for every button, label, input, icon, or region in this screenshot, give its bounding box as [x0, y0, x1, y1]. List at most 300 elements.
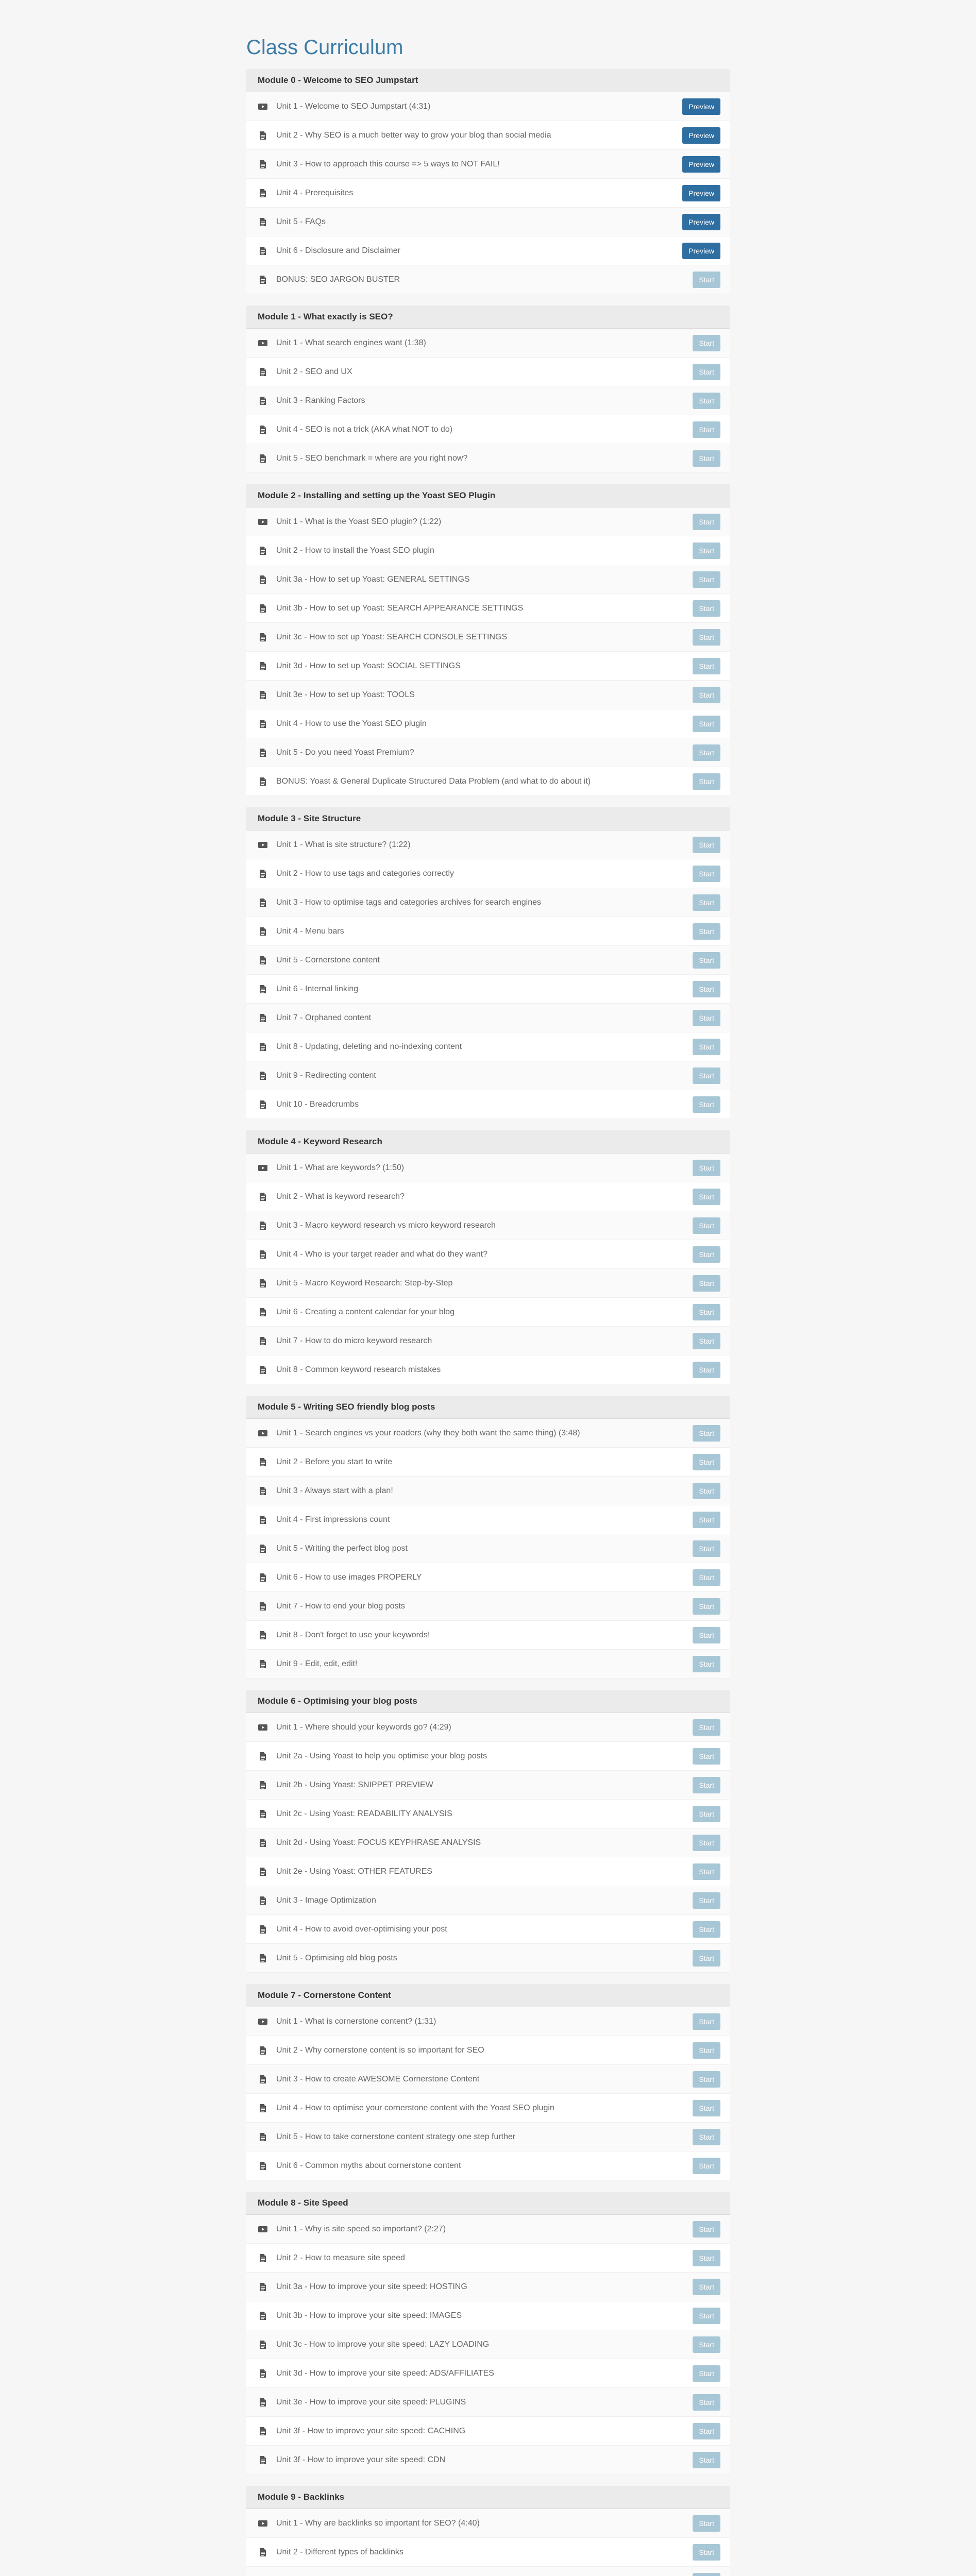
document-icon: [258, 719, 268, 728]
lesson-item[interactable]: [246, 1240, 730, 1269]
start-button[interactable]: Start: [693, 421, 720, 438]
start-button[interactable]: Start: [693, 1362, 720, 1378]
lesson-title[interactable]: Unit 3d - How to set up Yoast: SOCIAL SETTINGS: [276, 662, 461, 670]
lesson-list: [246, 1713, 730, 1973]
start-button[interactable]: Start: [693, 866, 720, 882]
lesson-title[interactable]: Unit 10 - Breadcrumbs: [276, 1100, 359, 1109]
start-button[interactable]: [693, 2573, 720, 2576]
lesson-list: [246, 1154, 730, 1384]
lesson-title[interactable]: Unit 2 - SEO and UX: [276, 367, 352, 376]
start-button[interactable]: Start: [693, 1333, 720, 1349]
lesson-title[interactable]: Unit 5 - SEO benchmark = where are you right now?: [276, 454, 468, 463]
lesson-title[interactable]: Unit 3a - How to improve your site speed: HOSTING: [276, 2282, 467, 2291]
lesson-item[interactable]: [246, 2538, 730, 2567]
document-icon: [258, 275, 268, 284]
start-button[interactable]: Start: [693, 894, 720, 911]
document-icon: [258, 425, 268, 434]
document-icon: [258, 1573, 268, 1582]
start-button[interactable]: Start: [693, 1275, 720, 1292]
lesson-title[interactable]: Unit 1 - Welcome to SEO Jumpstart (4:31): [276, 102, 431, 111]
lesson-title[interactable]: Unit 8 - Updating, deleting and no-indexing content: [276, 1042, 462, 1051]
lesson-item[interactable]: [246, 888, 730, 917]
module-title: Module 2 - Installing and setting up the Yoast SEO Plugin: [246, 484, 730, 507]
start-button[interactable]: Start: [693, 1304, 720, 1320]
lesson-title[interactable]: Unit 3f - How to improve your site speed: CACHING: [276, 2427, 466, 2435]
lesson-item[interactable]: [246, 859, 730, 888]
document-icon: [258, 2046, 268, 2055]
start-button[interactable]: Start: [693, 1512, 720, 1528]
start-button[interactable]: Start: [693, 1835, 720, 1851]
start-button[interactable]: Start: [693, 2279, 720, 2295]
document-icon: [258, 546, 268, 555]
lesson-item[interactable]: [246, 917, 730, 946]
document-icon: [258, 1925, 268, 1934]
lesson-item[interactable]: [246, 2446, 730, 2475]
document-icon: [258, 956, 268, 965]
video-icon: [258, 840, 268, 850]
lesson-title[interactable]: Unit 5 - FAQs: [276, 217, 326, 226]
lesson-title[interactable]: Unit 9 - Edit, edit, edit!: [276, 1659, 358, 1668]
start-button[interactable]: Start: [693, 1748, 720, 1765]
start-button[interactable]: Start: [693, 1863, 720, 1880]
lesson-item[interactable]: [246, 1154, 730, 1182]
document-icon: [258, 1867, 268, 1876]
document-icon: [258, 2282, 268, 2292]
lesson-title[interactable]: Unit 6 - Disclosure and Disclaimer: [276, 246, 400, 255]
document-icon: [258, 2104, 268, 2113]
lesson-item[interactable]: [246, 2509, 730, 2538]
lesson-item[interactable]: [246, 1742, 730, 1771]
start-button[interactable]: Start: [693, 2042, 720, 2059]
document-icon: [258, 1515, 268, 1524]
preview-button[interactable]: Preview: [682, 98, 720, 115]
document-icon: [258, 662, 268, 671]
lesson-item[interactable]: [246, 767, 730, 796]
start-button[interactable]: Start: [693, 1892, 720, 1909]
module-title: Module 8 - Site Speed: [246, 2192, 730, 2215]
lesson-title[interactable]: Unit 4 - How to avoid over-optimising your post: [276, 1925, 447, 1934]
start-button[interactable]: Start: [693, 1483, 720, 1499]
lesson-title[interactable]: Unit 1 - What are keywords? (1:50): [276, 1163, 405, 1172]
lesson-title[interactable]: Unit 2 - Different types of backlinks: [276, 2548, 403, 2556]
curriculum-container: [246, 0, 730, 2576]
lesson-title[interactable]: Unit 7 - How to do micro keyword research: [276, 1336, 432, 1345]
lesson-title[interactable]: Unit 3f - How to improve your site speed: CDN: [276, 2455, 446, 2464]
lesson-title[interactable]: Unit 3d - How to improve your site speed: ADS/AFFILIATES: [276, 2369, 494, 2378]
lesson-title[interactable]: Unit 9 - Redirecting content: [276, 1071, 376, 1080]
document-icon: [258, 2340, 268, 2349]
start-button[interactable]: Start: [693, 687, 720, 703]
lesson-title[interactable]: Unit 3b - How to set up Yoast: SEARCH APPEARANCE SETTINGS: [276, 604, 524, 613]
lesson-item[interactable]: [246, 507, 730, 536]
document-icon: [258, 1544, 268, 1553]
lesson-item[interactable]: [246, 2094, 730, 2123]
start-button[interactable]: Start: [693, 1627, 720, 1643]
document-icon: [258, 1838, 268, 1848]
lesson-item[interactable]: [246, 681, 730, 709]
lesson-title[interactable]: Unit 6 - How to use images PROPERLY: [276, 1573, 422, 1582]
start-button[interactable]: Start: [693, 2013, 720, 2030]
start-button[interactable]: Start: [693, 981, 720, 997]
lesson-item[interactable]: [246, 1650, 730, 1679]
start-button[interactable]: Start: [693, 1950, 720, 1967]
document-icon: [258, 748, 268, 757]
lesson-title[interactable]: Unit 3e - How to set up Yoast: TOOLS: [276, 690, 415, 699]
start-button[interactable]: Start: [693, 744, 720, 761]
lesson-item[interactable]: [246, 1800, 730, 1828]
lesson-title[interactable]: Unit 1 - Search engines vs your readers (why they both want the same thing) (3:48): [276, 1429, 580, 1437]
lesson-title[interactable]: Unit 5 - Macro Keyword Research: Step-by-Step: [276, 1279, 453, 1287]
document-icon: [258, 1221, 268, 1230]
module-section: [246, 484, 730, 796]
start-button[interactable]: Start: [693, 450, 720, 467]
document-icon: [258, 2132, 268, 2142]
lesson-item[interactable]: [246, 1477, 730, 1505]
start-button[interactable]: Start: [693, 1806, 720, 1822]
lesson-list: [246, 831, 730, 1119]
start-button[interactable]: Start: [693, 2544, 720, 2561]
lesson-title[interactable]: Unit 1 - What is cornerstone content? (1:31): [276, 2017, 436, 2026]
lesson-item[interactable]: [246, 1915, 730, 1944]
start-button[interactable]: Start: [693, 1598, 720, 1615]
lesson-item[interactable]: [246, 121, 730, 150]
lesson-item[interactable]: [246, 1713, 730, 1742]
lesson-item[interactable]: [246, 594, 730, 623]
preview-button[interactable]: Preview: [682, 214, 720, 230]
lesson-item[interactable]: [246, 1061, 730, 1090]
document-icon: [258, 1781, 268, 1790]
document-icon: [258, 869, 268, 878]
start-button[interactable]: Start: [693, 1039, 720, 1055]
start-button[interactable]: Start: [693, 2250, 720, 2266]
lesson-item[interactable]: [246, 2330, 730, 2359]
lesson-title[interactable]: Unit 3 - Macro keyword research vs micro keyword research: [276, 1221, 496, 1230]
document-icon: [258, 160, 268, 169]
lesson-item[interactable]: [246, 709, 730, 738]
start-button[interactable]: Start: [693, 2365, 720, 2382]
lesson-title[interactable]: Unit 3 - How to approach this course => 5 ways to NOT FAIL!: [276, 160, 500, 168]
lesson-item[interactable]: [246, 1771, 730, 1800]
lesson-item[interactable]: [246, 1886, 730, 1915]
start-button[interactable]: Start: [693, 658, 720, 674]
lesson-title[interactable]: Unit 3b - How to improve your site speed: IMAGES: [276, 2311, 462, 2320]
document-icon: [258, 1192, 268, 1201]
document-icon: [258, 1458, 268, 1467]
module-section: [246, 1130, 730, 1384]
lesson-title[interactable]: Unit 2 - How to install the Yoast SEO plugin: [276, 546, 434, 555]
document-icon: [258, 1365, 268, 1375]
start-button[interactable]: Start: [693, 629, 720, 646]
start-button[interactable]: Start: [693, 600, 720, 617]
lesson-item[interactable]: [246, 236, 730, 265]
lesson-item[interactable]: [246, 2301, 730, 2330]
lesson-title[interactable]: Unit 4 - How to optimise your cornerstone content with the Yoast SEO plugin: [276, 2104, 554, 2112]
lesson-title[interactable]: Unit 6 - Common myths about cornerstone content: [276, 2161, 461, 2170]
lesson-item[interactable]: [246, 565, 730, 594]
start-button[interactable]: Start: [693, 1217, 720, 1234]
lesson-title[interactable]: Unit 4 - Prerequisites: [276, 189, 354, 197]
lesson-item[interactable]: [246, 2151, 730, 2180]
lesson-item[interactable]: [246, 1211, 730, 1240]
lesson-item[interactable]: [246, 2359, 730, 2388]
lesson-title[interactable]: Unit 7 - Orphaned content: [276, 1013, 372, 1022]
lesson-title[interactable]: Unit 3 - How to create AWESOME Cornerstone Content: [276, 2075, 480, 2083]
start-button[interactable]: Start: [693, 1454, 720, 1470]
lesson-title[interactable]: Unit 2 - Before you start to write: [276, 1458, 392, 1466]
start-button[interactable]: Start: [693, 773, 720, 790]
lesson-title[interactable]: Unit 6 - Internal linking: [276, 985, 359, 993]
start-button[interactable]: Start: [693, 272, 720, 288]
lesson-item[interactable]: [246, 946, 730, 975]
document-icon: [258, 2161, 268, 2171]
lesson-item[interactable]: [246, 265, 730, 294]
lesson-title[interactable]: Unit 3 - Ranking Factors: [276, 396, 365, 405]
lesson-title[interactable]: Unit 5 - How to take cornerstone content strategy one step further: [276, 2132, 516, 2141]
start-button[interactable]: Start: [693, 543, 720, 559]
lesson-item[interactable]: [246, 2244, 730, 2273]
preview-button[interactable]: Preview: [682, 185, 720, 201]
lesson-item[interactable]: [246, 1182, 730, 1211]
document-icon: [258, 1896, 268, 1905]
lesson-title[interactable]: Unit 3e - How to improve your site speed: PLUGINS: [276, 2398, 466, 2406]
lesson-item[interactable]: [246, 831, 730, 859]
lesson-title[interactable]: Unit 6 - Creating a content calendar for your blog: [276, 1308, 455, 1316]
lesson-item[interactable]: [246, 415, 730, 444]
start-button[interactable]: Start: [693, 2129, 720, 2145]
module-title: Module 9 - Backlinks: [246, 2486, 730, 2509]
lesson-title[interactable]: Unit 3 - Image Optimization: [276, 1896, 376, 1905]
start-button[interactable]: Start: [693, 2221, 720, 2238]
start-button[interactable]: Start: [693, 1719, 720, 1736]
start-button[interactable]: Start: [693, 1096, 720, 1113]
start-button[interactable]: Start: [693, 2308, 720, 2324]
lesson-title[interactable]: Unit 2 - Why cornerstone content is so important for SEO: [276, 2046, 484, 2055]
preview-button[interactable]: Preview: [682, 156, 720, 173]
start-button[interactable]: Start: [693, 1160, 720, 1176]
lesson-title[interactable]: Unit 4 - SEO is not a trick (AKA what NOT to do): [276, 425, 453, 434]
lesson-item[interactable]: [246, 1563, 730, 1592]
start-button[interactable]: Start: [693, 1777, 720, 1793]
start-button[interactable]: Start: [693, 716, 720, 732]
lesson-item[interactable]: [246, 536, 730, 565]
document-icon: [258, 898, 268, 907]
lesson-title[interactable]: Unit 5 - Writing the perfect blog post: [276, 1544, 408, 1553]
lesson-item[interactable]: [246, 1090, 730, 1119]
start-button[interactable]: Start: [693, 2452, 720, 2468]
lesson-title[interactable]: Unit 2 - Why SEO is a much better way to grow your blog than social media: [276, 131, 551, 140]
lesson-list: [246, 507, 730, 796]
lesson-title[interactable]: Unit 5 - Do you need Yoast Premium?: [276, 748, 414, 757]
lesson-item[interactable]: [246, 386, 730, 415]
lesson-item[interactable]: [246, 1355, 730, 1384]
start-button[interactable]: Start: [693, 1921, 720, 1938]
module-section: [246, 69, 730, 294]
lesson-title[interactable]: Unit 4 - Who is your target reader and what do they want?: [276, 1250, 487, 1259]
lesson-item[interactable]: [246, 1419, 730, 1448]
start-button[interactable]: Start: [693, 364, 720, 380]
lesson-item[interactable]: [246, 1857, 730, 1886]
lesson-item[interactable]: [246, 2007, 730, 2036]
lesson-item[interactable]: [246, 652, 730, 681]
start-button[interactable]: Start: [693, 952, 720, 969]
lesson-title[interactable]: Unit 1 - Why is site speed so important? (2:27): [276, 2225, 446, 2233]
start-button[interactable]: Start: [693, 2515, 720, 2532]
lesson-item[interactable]: [246, 738, 730, 767]
start-button[interactable]: Start: [693, 1656, 720, 1672]
lesson-title[interactable]: Unit 4 - How to use the Yoast SEO plugin: [276, 719, 427, 728]
lesson-title[interactable]: Unit 4 - First impressions count: [276, 1515, 390, 1524]
lesson-title[interactable]: [276, 2567, 673, 2576]
lesson-item[interactable]: [246, 1004, 730, 1032]
lesson-title[interactable]: Unit 2 - How to measure site speed: [276, 2253, 405, 2262]
lesson-list: [246, 329, 730, 473]
document-icon: [258, 1602, 268, 1611]
preview-button[interactable]: Preview: [682, 243, 720, 259]
lesson-item[interactable]: [246, 1327, 730, 1355]
lesson-title[interactable]: Unit 8 - Don't forget to use your keywords!: [276, 1631, 430, 1639]
module-section: [246, 1690, 730, 1973]
document-icon: [258, 927, 268, 936]
start-button[interactable]: Start: [693, 2100, 720, 2116]
document-icon: [258, 1279, 268, 1288]
lesson-title[interactable]: Unit 3c - How to improve your site speed: LAZY LOADING: [276, 2340, 490, 2349]
start-button[interactable]: Start: [693, 1189, 720, 1205]
start-button[interactable]: Start: [693, 1010, 720, 1026]
lesson-title[interactable]: Unit 1 - What is the Yoast SEO plugin? (1:22): [276, 517, 442, 526]
lesson-title[interactable]: Unit 7 - How to end your blog posts: [276, 1602, 405, 1611]
lesson-item[interactable]: [246, 208, 730, 236]
start-button[interactable]: Start: [693, 514, 720, 530]
start-button[interactable]: Start: [693, 335, 720, 351]
lesson-item[interactable]: [246, 1534, 730, 1563]
document-icon: [258, 2311, 268, 2320]
lesson-title[interactable]: Unit 2 - How to use tags and categories correctly: [276, 869, 455, 878]
lesson-item[interactable]: [246, 2036, 730, 2065]
document-icon: [258, 246, 268, 256]
module-title: Module 0 - Welcome to SEO Jumpstart: [246, 69, 730, 92]
lesson-item[interactable]: [246, 1944, 730, 1973]
start-button[interactable]: Start: [693, 1569, 720, 1586]
document-icon: [258, 367, 268, 377]
lesson-item[interactable]: [246, 2123, 730, 2151]
start-button[interactable]: Start: [693, 2394, 720, 2411]
start-button[interactable]: Start: [693, 1540, 720, 1557]
lesson-item[interactable]: [246, 1505, 730, 1534]
lesson-title[interactable]: Unit 2b - Using Yoast: SNIPPET PREVIEW: [276, 1781, 433, 1789]
start-button[interactable]: Start: [693, 837, 720, 853]
lesson-title[interactable]: BONUS: SEO JARGON BUSTER: [276, 275, 400, 284]
lesson-item[interactable]: [246, 1592, 730, 1621]
module-title: Module 7 - Cornerstone Content: [246, 1984, 730, 2007]
document-icon: [258, 217, 268, 227]
lesson-item[interactable]: [246, 975, 730, 1004]
lesson-title[interactable]: Unit 3 - How to optimise tags and categories archives for search engines: [276, 898, 542, 907]
lesson-item[interactable]: [246, 1828, 730, 1857]
preview-button[interactable]: Preview: [682, 127, 720, 144]
video-icon: [258, 338, 268, 348]
module-section: [246, 1984, 730, 2180]
lesson-item[interactable]: [246, 2215, 730, 2244]
start-button[interactable]: Start: [693, 571, 720, 588]
document-icon: [258, 1954, 268, 1963]
module-section: [246, 2486, 730, 2576]
lesson-title[interactable]: Unit 4 - Menu bars: [276, 927, 344, 936]
document-icon: [258, 1013, 268, 1023]
start-button[interactable]: Start: [693, 2336, 720, 2353]
start-button[interactable]: Start: [693, 923, 720, 940]
lesson-title[interactable]: Unit 5 - Optimising old blog posts: [276, 1954, 397, 1962]
lesson-item[interactable]: [246, 1032, 730, 1061]
lesson-title[interactable]: Unit 2 - What is keyword research?: [276, 1192, 405, 1201]
document-icon: [258, 2253, 268, 2263]
start-button[interactable]: Start: [693, 393, 720, 409]
lesson-title[interactable]: BONUS: Yoast & General Duplicate Structured Data Problem (and what to do about it): [276, 777, 591, 786]
module-title: Module 4 - Keyword Research: [246, 1130, 730, 1154]
lesson-item[interactable]: [246, 2388, 730, 2417]
document-icon: [258, 1308, 268, 1317]
lesson-item[interactable]: [246, 179, 730, 208]
document-icon: [258, 131, 268, 140]
lesson-item[interactable]: [246, 1621, 730, 1650]
lesson-item[interactable]: [246, 2065, 730, 2094]
lesson-title[interactable]: Unit 2d - Using Yoast: FOCUS KEYPHRASE ANALYSIS: [276, 1838, 481, 1847]
lesson-item[interactable]: [246, 444, 730, 473]
lesson-title[interactable]: Unit 1 - Where should your keywords go? (4:29): [276, 1723, 451, 1732]
lesson-item[interactable]: [246, 358, 730, 386]
lesson-item[interactable]: [246, 1298, 730, 1327]
lesson-title[interactable]: Unit 5 - Cornerstone content: [276, 956, 380, 964]
document-icon: [258, 2548, 268, 2557]
lesson-title[interactable]: Unit 1 - What search engines want (1:38): [276, 338, 426, 347]
module-title: Module 5 - Writing SEO friendly blog posts: [246, 1396, 730, 1419]
lesson-item[interactable]: [246, 150, 730, 179]
start-button[interactable]: Start: [693, 2071, 720, 2088]
lesson-title[interactable]: Unit 1 - Why are backlinks so important for SEO? (4:40): [276, 2519, 480, 2528]
lesson-title[interactable]: Unit 3a - How to set up Yoast: GENERAL SETTINGS: [276, 575, 470, 584]
lesson-item[interactable]: [246, 1269, 730, 1298]
lesson-item[interactable]: [246, 1448, 730, 1477]
lesson-list: [246, 2007, 730, 2180]
document-icon: [258, 633, 268, 642]
start-button[interactable]: Start: [693, 2423, 720, 2439]
start-button[interactable]: Start: [693, 1246, 720, 1263]
lesson-title[interactable]: Unit 8 - Common keyword research mistakes: [276, 1365, 441, 1374]
lesson-title[interactable]: Unit 3 - Always start with a plan!: [276, 1486, 393, 1495]
document-icon: [258, 1486, 268, 1496]
lesson-title[interactable]: Unit 2c - Using Yoast: READABILITY ANALYSIS: [276, 1809, 452, 1818]
lesson-item[interactable]: [246, 2273, 730, 2301]
lesson-title[interactable]: Unit 1 - What is site structure? (1:22): [276, 840, 411, 849]
lesson-title[interactable]: Unit 2a - Using Yoast to help you optimise your blog posts: [276, 1752, 487, 1760]
start-button[interactable]: Start: [693, 1425, 720, 1442]
start-button[interactable]: Start: [693, 2158, 720, 2174]
document-icon: [258, 189, 268, 198]
lesson-title[interactable]: Unit 3c - How to set up Yoast: SEARCH CONSOLE SETTINGS: [276, 633, 508, 641]
lesson-item[interactable]: [246, 2417, 730, 2446]
lesson-title[interactable]: Unit 2e - Using Yoast: OTHER FEATURES: [276, 1867, 432, 1876]
video-icon: [258, 2225, 268, 2234]
lesson-list: [246, 2215, 730, 2475]
lesson-item[interactable]: [246, 329, 730, 358]
document-icon: [258, 1336, 268, 1346]
start-button[interactable]: Start: [693, 1067, 720, 1084]
lesson-item[interactable]: [246, 2567, 730, 2576]
document-icon: [258, 1809, 268, 1819]
lesson-item[interactable]: [246, 92, 730, 121]
document-icon: [258, 454, 268, 463]
document-icon: [258, 1631, 268, 1640]
lesson-item[interactable]: [246, 623, 730, 652]
